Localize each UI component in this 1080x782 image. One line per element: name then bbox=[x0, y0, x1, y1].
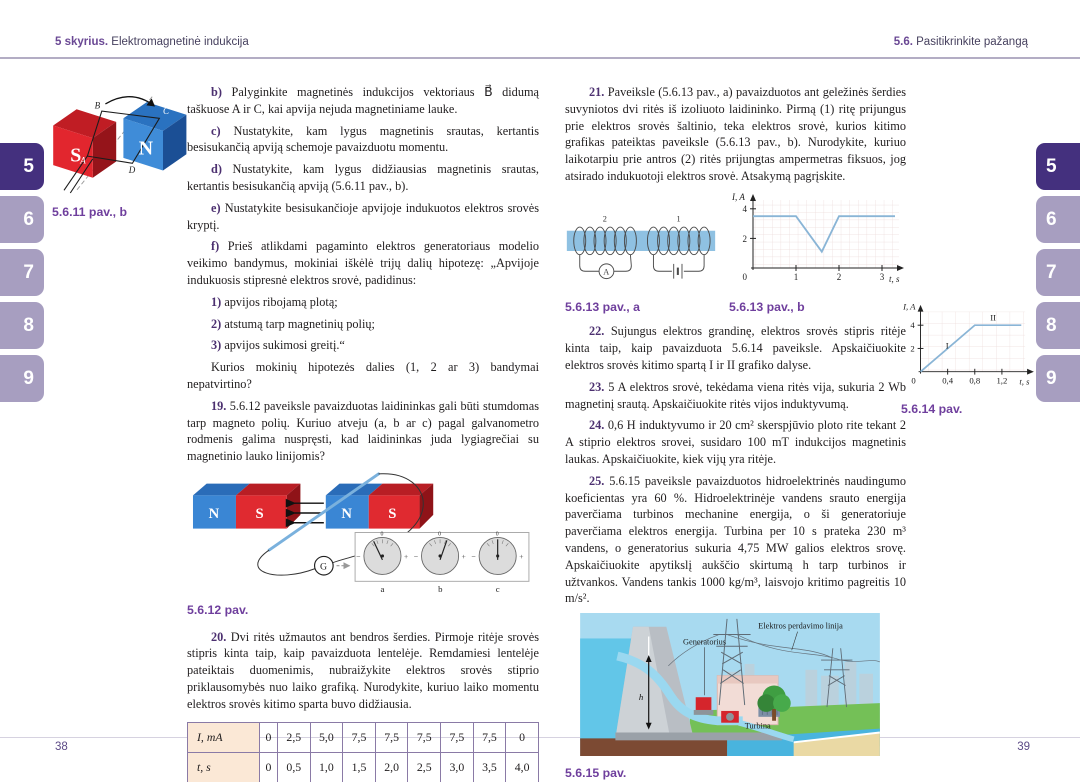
cell: 0 bbox=[260, 752, 278, 782]
page-right-column bbox=[565, 84, 906, 782]
coil-2-label: 2 bbox=[602, 214, 607, 224]
item-label: f) bbox=[211, 239, 220, 254]
ammeter-wire bbox=[580, 254, 599, 271]
generator-pedestal bbox=[694, 710, 714, 715]
item-label: 3) bbox=[211, 338, 222, 353]
ground-soil bbox=[580, 738, 727, 756]
figure-5-6-14-caption: 5.6.14 pav. bbox=[901, 402, 963, 416]
generator bbox=[696, 697, 712, 710]
item-text: 5.6.15 paveiksle pavaizduotos hidroelektrinės naudingumo koeficientas yra 60 %. Hidroelektrinėje vandens srauto energija paverčiama turbinos mechanine energija, o ši generatoriuje paverčiama elektros energija. Turbina per 10 s prateka 230 m³ vandens, o generatorius sukuria 4,75 MW galios elektros srovę. Apskaičiuokite apytikslį aukščio skirtumą h tarp turbinos ir užtvankos. Vandens tankis 1000 kg/m³, laisvojo kritimo pagreitis 10 m/s². bbox=[565, 473, 906, 606]
cell: 2,5 bbox=[278, 722, 311, 752]
segment-1-label: I bbox=[945, 340, 949, 351]
cell: 3,5 bbox=[473, 752, 506, 782]
table-row-current bbox=[188, 722, 539, 752]
powerline-label: Elektros perdavimo linija bbox=[758, 621, 843, 631]
dial-zero: 0 bbox=[495, 531, 499, 538]
item-text: 0,6 H induktyvumo ir 20 cm² skerspjūvio ploto rite tekant 2 A stiprio elektros srovei, susidaro 100 mT indukcijos magnetinis laukas. Apskaičiuokite, kiek vijų yra ritėje. bbox=[565, 418, 907, 466]
figure-5-6-14 bbox=[901, 300, 1037, 416]
dial-plus: + bbox=[461, 551, 466, 561]
item-label: 2) bbox=[211, 316, 222, 331]
tab-right-5: 5 bbox=[1036, 143, 1080, 190]
tree-crown bbox=[757, 694, 775, 712]
tab-left-6: 6 bbox=[0, 196, 44, 243]
corner-a: A bbox=[80, 155, 86, 166]
item-label: 22. bbox=[589, 324, 605, 339]
tree-crown bbox=[773, 694, 791, 712]
item-label: 20. bbox=[211, 629, 227, 644]
item-text: Nustatykite, kam lygus magnetinis srautas, kertantis besisukančią apviją schemoje pavaizduotu momentu. bbox=[187, 123, 539, 155]
galvanometer-label: G bbox=[319, 561, 327, 573]
generator-label: Generatorius bbox=[683, 637, 727, 647]
current-time-table bbox=[187, 722, 539, 782]
item-label: 23. bbox=[589, 379, 605, 394]
item-label: c) bbox=[211, 123, 221, 138]
item-text: Kurios mokinių hipotezės dalies (1, 2 ar 3) bandymai nepatvirtino? bbox=[187, 360, 539, 391]
cell: 0 bbox=[506, 722, 539, 752]
cell: 7,5 bbox=[408, 722, 441, 752]
section-number: 5.6. bbox=[893, 36, 913, 48]
item-label: b) bbox=[211, 85, 222, 99]
item-21 bbox=[565, 84, 906, 185]
figure-5-6-13-row bbox=[565, 190, 906, 316]
height-label: h bbox=[638, 692, 644, 703]
origin: 0 bbox=[911, 375, 916, 386]
current-rise-graph bbox=[901, 300, 1035, 393]
page-number-right: 39 bbox=[1017, 741, 1030, 753]
figure-5-6-11-caption: 5.6.11 pav., b bbox=[52, 205, 127, 219]
item-text: Nustatykite besisukančioje apvijoje indukuotos elektros srovės kryptį. bbox=[187, 200, 539, 232]
cell: 5,0 bbox=[310, 722, 343, 752]
cell: 3,0 bbox=[441, 752, 474, 782]
x-tick-04: 0,4 bbox=[942, 375, 954, 386]
dial-minus: − bbox=[471, 551, 476, 561]
ammeter-wire bbox=[614, 254, 632, 271]
cell: 1,5 bbox=[343, 752, 376, 782]
dial-plus: + bbox=[403, 551, 409, 561]
x-tick-3: 3 bbox=[879, 271, 885, 282]
figure-5-6-11 bbox=[46, 84, 196, 219]
tab-right-8: 8 bbox=[1036, 302, 1080, 349]
item-22 bbox=[565, 323, 906, 373]
item-text: Nustatykite, kam lygus didžiausias magnetinis srautas, kertantis besisukančią apviją (5.6.11 pav., b). bbox=[187, 162, 539, 193]
item-19 bbox=[187, 398, 539, 465]
hydroelectric-plant-illustration bbox=[577, 613, 883, 756]
y-axis-label: I, A bbox=[732, 191, 745, 202]
figure-5-6-13a-caption: 5.6.13 pav., a bbox=[565, 299, 640, 314]
item-text: apvijos sukimosi greitį.“ bbox=[224, 338, 345, 353]
item-d bbox=[187, 161, 539, 195]
tab-left-5: 5 bbox=[0, 143, 44, 190]
dial-zero: 0 bbox=[438, 531, 442, 538]
turbine-hub bbox=[726, 713, 734, 721]
item-text: Dvi ritės užmautos ant bendros šerdies. Pirmoje ritėje srovės stipris kinta taip, kaip pavaizduota lentelėje. Remdamiesi lentelėje pateiktais duomenimis, nubraižykite elektros srovės stiprio priklausomybės nuo laiko grafiką. Nurodykite, kuriuo laiko momentu elektros srovės kitimo sparta buvo didžiausia. bbox=[187, 629, 539, 711]
footer-rule bbox=[0, 737, 1080, 738]
item-23 bbox=[565, 379, 906, 413]
item-2 bbox=[187, 316, 539, 333]
item-text: Sujungus elektros grandinę, elektros srovės stipris ritėje kinta taip, kaip pavaizduota 5.6.14 paveiksle. Apskaičiuokite elektros srovės kitimo spartą I ir II grafiko dalyse. bbox=[565, 324, 906, 372]
dial-label-c: c bbox=[495, 584, 500, 595]
corner-b: B bbox=[94, 100, 101, 111]
item-label: d) bbox=[211, 162, 222, 177]
pole-label-s: S bbox=[70, 144, 82, 167]
cell: 7,5 bbox=[343, 722, 376, 752]
cell: 2,5 bbox=[408, 752, 441, 782]
y-tick-4: 4 bbox=[742, 203, 747, 214]
page-left-column bbox=[187, 84, 539, 782]
item-25 bbox=[565, 473, 906, 607]
turbine-label: Turbina bbox=[744, 721, 771, 731]
item-label: e) bbox=[211, 200, 221, 215]
figure-5-6-12 bbox=[187, 470, 539, 619]
pole-n2: N bbox=[341, 505, 352, 522]
figure-5-6-13b bbox=[729, 190, 907, 316]
item-text: Paveiksle (5.6.13 pav., a) pavaizduotos ant geležinės šerdies suvyniotos dvi ritės iš izoliuoto laidininko. Pirmą (1) ritę prijungus prie elektros srovės šaltinio, teka elektros srovė, kurios kitimo grafikas pateiktas paveiksle (5.6.13 pav., b). Nurodykite, kuriuo laikotarpiu prie antros (2) ritės prijungtas ampermetras fiksuos, jog atsirado indukuotoji elektros srovė. Atsakymą pagrįskite. bbox=[565, 85, 906, 183]
corner-d: D bbox=[128, 165, 136, 176]
item-label: 19. bbox=[211, 398, 227, 413]
dial-label-a: a bbox=[380, 584, 385, 595]
figure-5-6-12-caption: 5.6.12 pav. bbox=[187, 602, 249, 617]
x-axis-label: t, s bbox=[889, 273, 900, 284]
y-tick-2: 2 bbox=[742, 233, 747, 244]
item-label: 24. bbox=[589, 418, 605, 433]
dam-base bbox=[615, 733, 782, 741]
x-tick-08: 0,8 bbox=[969, 375, 981, 386]
header-rule bbox=[0, 57, 1080, 59]
dial-plus: + bbox=[519, 551, 524, 561]
item-text: 5.6.12 paveiksle pavaizduotas laidininkas gali būti stumdomas tarp magneto polių. Kuriuo atveju (a, b ar c) pagal galvanometro rodmenis galima nuspręsti, kad laidininkas juda lygiagrečiai su magnetinio lauko linijomis? bbox=[187, 398, 539, 464]
coil-1-label: 1 bbox=[676, 214, 681, 224]
item-text: 5 A elektros srovė, tekėdama viena ritės vija, sukuria 2 Wb magnetinį srautą. Apskaičiuokite ritės vijos induktyvumą. bbox=[565, 379, 907, 411]
x-tick-1: 1 bbox=[793, 271, 799, 282]
pole-n1: N bbox=[208, 505, 220, 522]
dial-minus: − bbox=[413, 551, 419, 561]
y-tick-4: 4 bbox=[910, 320, 915, 331]
item-text: apvijos ribojamą plotą; bbox=[224, 294, 338, 309]
y-axis-arrow bbox=[918, 305, 924, 312]
item-3 bbox=[187, 337, 539, 354]
pole-s1: S bbox=[255, 505, 264, 522]
dial-zero: 0 bbox=[380, 531, 384, 538]
circuit-wire bbox=[258, 550, 315, 575]
cell: 0 bbox=[260, 722, 278, 752]
cell: 0,5 bbox=[278, 752, 311, 782]
iron-core bbox=[567, 231, 715, 251]
item-text: Palyginkite magnetinės indukcijos vektoriaus B⃗ didumą taškuose A ir C, kai apvija nejuda magnetiniame lauke. bbox=[187, 85, 539, 116]
x-axis-arrow bbox=[897, 265, 904, 271]
tab-right-6: 6 bbox=[1036, 196, 1080, 243]
page-number-left: 38 bbox=[55, 741, 68, 753]
cell: 1,0 bbox=[310, 752, 343, 782]
cell: 7,5 bbox=[375, 722, 408, 752]
item-e bbox=[187, 200, 539, 234]
item-label: 25. bbox=[589, 473, 605, 488]
y-axis-label: I, A bbox=[903, 301, 916, 312]
tab-left-9: 9 bbox=[0, 355, 44, 402]
rotating-loop-magnets-diagram bbox=[46, 84, 190, 194]
x-tick-12: 1,2 bbox=[996, 375, 1008, 386]
tab-right-9: 9 bbox=[1036, 355, 1080, 402]
y-tick-2: 2 bbox=[910, 343, 915, 354]
tab-left-7: 7 bbox=[0, 249, 44, 296]
corner-c: C bbox=[163, 105, 170, 116]
figure-5-6-13b-caption: 5.6.13 pav., b bbox=[729, 299, 805, 314]
cell: 7,5 bbox=[473, 722, 506, 752]
item-1 bbox=[187, 294, 539, 311]
segment-2-label: II bbox=[990, 312, 997, 323]
item-label: 1) bbox=[211, 294, 222, 309]
header-chapter bbox=[55, 36, 249, 48]
item-20 bbox=[187, 629, 539, 713]
figure-5-6-15-caption: 5.6.15 pav. bbox=[565, 765, 627, 780]
cell: 4,0 bbox=[506, 752, 539, 782]
tab-right-7: 7 bbox=[1036, 249, 1080, 296]
battery-wire bbox=[653, 254, 671, 271]
item-24 bbox=[565, 417, 906, 467]
tab-left-8: 8 bbox=[0, 302, 44, 349]
table-row-time bbox=[188, 752, 539, 782]
item-b bbox=[187, 84, 539, 118]
grid bbox=[753, 200, 899, 268]
row-header-current: I, mA bbox=[188, 722, 260, 752]
figure-5-6-13a bbox=[565, 212, 717, 316]
item-c bbox=[187, 123, 539, 157]
chapter-number: 5 skyrius. bbox=[55, 36, 109, 48]
item-question bbox=[187, 359, 539, 393]
y-axis-arrow bbox=[750, 194, 756, 201]
cell: 2,0 bbox=[375, 752, 408, 782]
item-text: Prieš atlikdami pagaminto elektros generatoriaus modelio veikimo bandymus, mokiniai iškėlė trijų dalių hipotezę: „Apvijoje indukuosis stipresnė elektros srovė, padidinus: bbox=[187, 239, 540, 287]
chapter-title: Elektromagnetinė indukcija bbox=[108, 36, 249, 48]
origin: 0 bbox=[742, 271, 747, 282]
dial-minus: − bbox=[356, 551, 361, 561]
current-vs-time-graph bbox=[729, 190, 907, 290]
x-tick-2: 2 bbox=[836, 271, 842, 282]
row-header-time: t, s bbox=[188, 752, 260, 782]
dial-label-b: b bbox=[438, 584, 443, 595]
item-text: atstumą tarp magnetinių polių; bbox=[224, 316, 375, 331]
figure-5-6-15 bbox=[565, 613, 906, 782]
item-f bbox=[187, 238, 539, 288]
pole-label-n: N bbox=[138, 137, 153, 160]
grid bbox=[921, 312, 1026, 372]
battery-wire bbox=[684, 254, 704, 271]
header-section bbox=[894, 36, 1028, 48]
pole-s2: S bbox=[388, 505, 397, 522]
two-coils-on-core-diagram bbox=[565, 212, 717, 290]
conductor-between-magnets-diagram bbox=[187, 470, 531, 595]
section-title: Pasitikrinkite pažangą bbox=[912, 36, 1028, 48]
item-label: 21. bbox=[589, 85, 605, 99]
ammeter-label: A bbox=[603, 267, 610, 277]
cell: 7,5 bbox=[441, 722, 474, 752]
x-axis-arrow bbox=[1027, 369, 1034, 375]
x-axis-label: t, s bbox=[1019, 376, 1030, 387]
